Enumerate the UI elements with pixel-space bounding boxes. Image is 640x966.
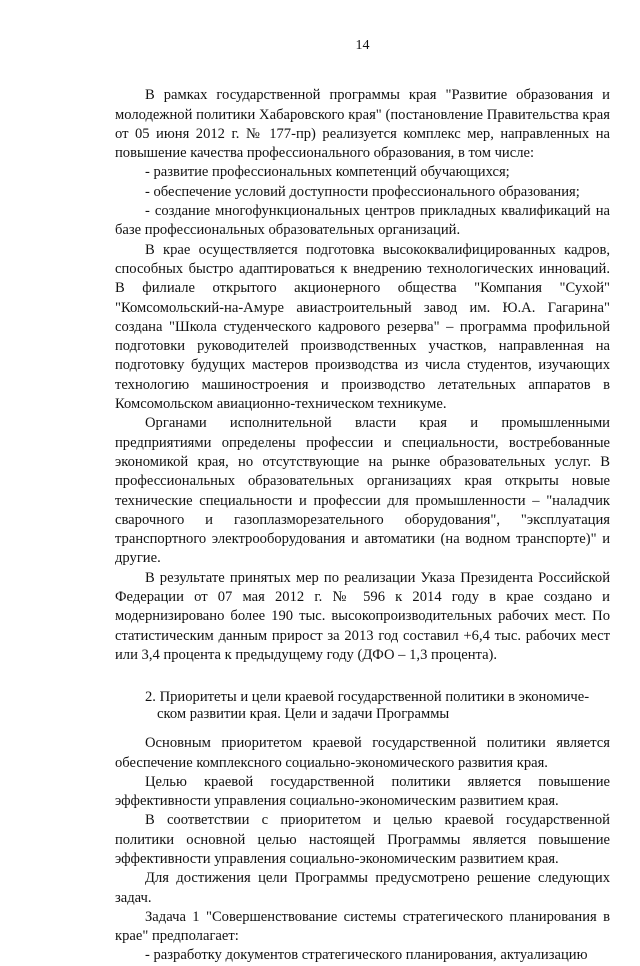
section-heading-line-2: ском развитии края. Цели и задачи Программы [157,706,450,723]
paragraph-personnel-training: В крае осуществляется подготовка высококвалифицированных кадров, способных быстро адаптироваться к внедрению технологических инноваций. В филиале открытого акционерного общества "Компания "Сухой" "Комсомольский-на-Амуре авиастроительный завод им. Ю.А. Гагарина" создана "Школа студенческого кадрового резерва" – программа профильной подготовки руководителей производственных участков, направленная на подготовку будущих мастеров производства из числа студентов, изучающих технологию машиностроения и производство летательных аппаратов в Комсомольском авиационно-техническом техникуме. [115,241,610,413]
paragraph-program-goal: В соответствии с приоритетом и целью краевой государственной политики основной целью настоящей Программы является повышение эффективности управления социально-экономическим развитием края. [115,812,610,867]
list-item-accessibility: - обеспечение условий доступности профессионального образования; [145,183,580,200]
paragraph-state-program: В рамках государственной программы края "Развитие образования и молодежной политики Хабаровского края" (постановление Правительства края от 05 июня 2012 г. № 177-пр) реализуется комплекс мер, направленных на повышение качества профессионального образования, в том числе: [115,87,610,162]
paragraph-main-priority: Основным приоритетом краевой государственной политики является обеспечение комплексного социально-экономического развития края. [115,735,610,771]
list-item-strategic-docs: - разработку документов стратегического планирования, актуализацию [145,947,588,964]
list-item-qualification-centers: - создание многофункциональных центров прикладных квалификаций на базе профессиональных образовательных организаций. [115,203,610,239]
list-item-competencies: - развитие профессиональных компетенций обучающихся; [145,164,510,181]
paragraph-policy-goal: Целью краевой государственной политики является повышение эффективности управления социально-экономическим развитием края. [115,773,610,810]
paragraph-workplaces: В результате принятых мер по реализации Указа Президента Российской Федерации от 07 мая 2012 г. № 596 к 2014 году в крае создано и модернизировано более 190 тыс. высокопроизводительных рабочих мест. По статистическим данным прирост за 2013 год составил +6,4 тыс. рабочих мест или 3,4 процента к предыдущему году (ДФО – 1,3 процента). [115,569,610,663]
paragraph-task-1: Задача 1 "Совершенствование системы стратегического планирования в крае" предполагает: [115,908,610,945]
page-number: 14 [355,38,370,53]
paragraph-tasks-intro: Для достижения цели Программы предусмотрено решение следующих задач. [115,870,610,906]
paragraph-new-specialties: Органами исполнительной власти края и промышленными предприятиями определены профессии и специальности, востребованные экономикой края, но отсутствующие на рынке образовательных услуг. В профессиональных образовательных организациях края открыты новые технические специальности и профессии для промышленности – "наладчик сварочного и газоплазморезательного оборудования", "эксплуатация транспортного электрооборудования и автоматики (на водном транспорте)" и другие. [115,415,610,567]
section-heading-line-1: 2. Приоритеты и цели краевой государственной политики в экономиче- [145,689,590,706]
section-heading [115,689,610,723]
